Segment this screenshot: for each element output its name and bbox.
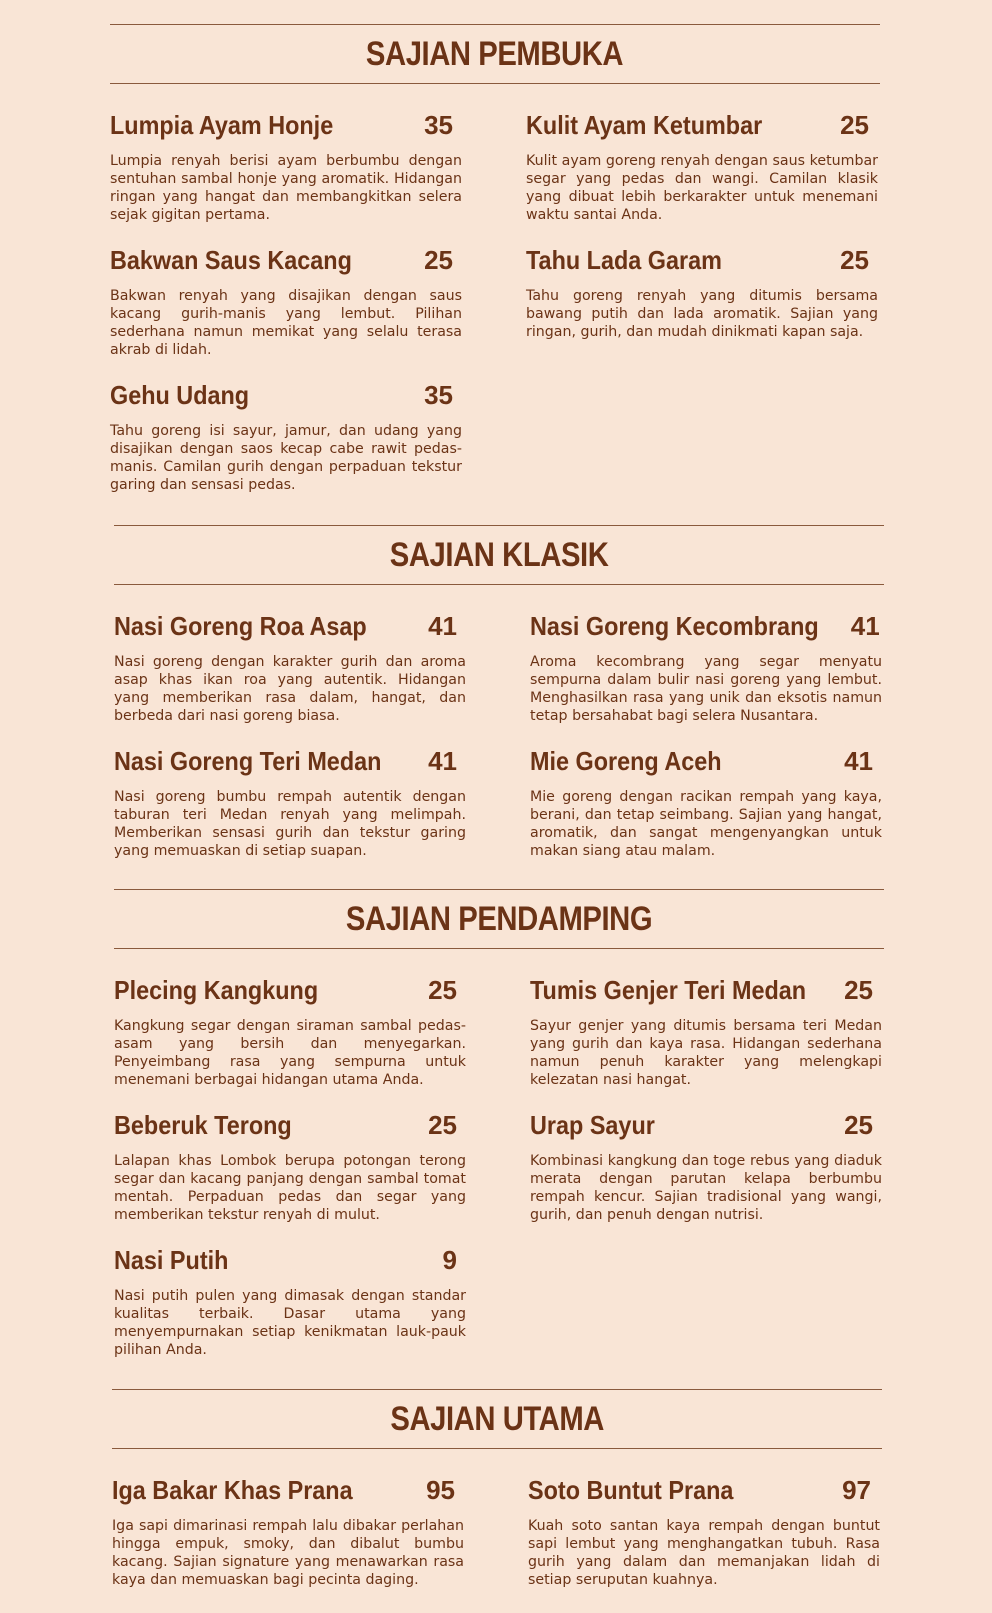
menu-item-header <box>526 245 869 276</box>
menu-item-header <box>110 110 453 141</box>
menu-item-header <box>110 245 453 276</box>
menu-item-price: 95 <box>426 1475 455 1505</box>
menu-item-header <box>114 1245 457 1276</box>
menu-item-header <box>530 746 873 777</box>
menu-item <box>530 975 882 1110</box>
menu-item <box>114 975 466 1110</box>
menu-item-description: Tahu goreng renyah yang ditumis bersama bawang putih dan lada aromatik. Sajian yang ringan, gurih, dan mudah dinikmati kapan saja. <box>526 288 878 340</box>
menu-section <box>112 1389 882 1610</box>
menu-item <box>112 1475 464 1610</box>
menu-item-price: 35 <box>424 110 453 140</box>
menu-item-name: Gehu Udang <box>110 380 250 410</box>
menu-item-header <box>114 975 457 1006</box>
menu-item-description: Kuah soto santan kaya rempah dengan buntut sapi lembut yang menghangatkan tubuh. Rasa gurih yang dalam dan memanjakan lidah di setiap seruputan kuahnya. <box>528 1518 880 1588</box>
menu-item-header <box>526 110 869 141</box>
menu-item-description: Sayur genjer yang ditumis bersama teri Medan yang gurih dan kaya rasa. Hidangan sederhana namun penuh karakter yang melengkapi kelezatan nasi hangat. <box>530 1018 882 1088</box>
menu-section <box>110 24 880 515</box>
section-title: SAJIAN KLASIK <box>389 535 609 574</box>
menu-item-name: Nasi Goreng Kecombrang <box>530 611 819 641</box>
menu-item-header <box>114 746 457 777</box>
section-header <box>114 525 884 585</box>
menu-item-price: 41 <box>844 746 873 776</box>
menu-item-description: Iga sapi dimarinasi rempah lalu dibakar perlahan hingga empuk, smoky, dan dibalut bumbu kacang. Sajian signature yang menawarkan rasa kaya dan memuaskan bagi pecinta daging. <box>112 1518 464 1588</box>
menu-item <box>114 746 466 881</box>
menu-item <box>530 611 882 746</box>
menu-item-header <box>114 1110 457 1141</box>
menu-item-header <box>112 1475 455 1506</box>
menu-item <box>110 380 462 515</box>
section-header <box>112 1389 882 1449</box>
menu-item-description: Kulit ayam goreng renyah dengan saus ketumbar segar yang pedas dan wangi. Camilan klasik yang dibuat lebih berkarakter untuk menemani waktu santai Anda. <box>526 153 878 223</box>
menu-item-description: Nasi goreng dengan karakter gurih dan aroma asap khas ikan roa yang autentik. Hidangan yang memberikan rasa dalam, hangat, dan berbeda dari nasi goreng biasa. <box>114 654 466 724</box>
menu-item-header <box>530 975 873 1006</box>
menu-item <box>114 611 466 746</box>
menu-item-name: Iga Bakar Khas Prana <box>112 1475 353 1505</box>
menu-item-header <box>530 1110 873 1141</box>
menu-item-price: 97 <box>842 1475 871 1505</box>
menu-item-header <box>528 1475 871 1506</box>
menu-item-description: Kombinasi kangkung dan toge rebus yang diaduk merata dengan parutan kelapa berbumbu rempah kencur. Sajian tradisional yang wangi, gurih, dan penuh dengan nutrisi. <box>530 1153 882 1223</box>
menu-item-name: Bakwan Saus Kacang <box>110 245 352 275</box>
menu-item-price: 25 <box>840 110 869 140</box>
menu-section <box>114 889 884 1380</box>
menu-item-name: Soto Buntut Prana <box>528 1475 734 1505</box>
menu-item <box>526 110 878 245</box>
menu-item <box>114 1110 466 1245</box>
menu-section <box>114 525 884 881</box>
section-title: SAJIAN PENDAMPING <box>345 899 653 938</box>
menu-item <box>530 746 882 881</box>
menu-item-header <box>110 380 453 411</box>
menu-item-price: 41 <box>850 611 880 641</box>
menu-item-name: Lumpia Ayam Honje <box>110 110 334 140</box>
menu-item <box>530 1110 882 1245</box>
menu-item-price: 41 <box>428 611 457 641</box>
menu-item-description: Mie goreng dengan racikan rempah yang kaya, berani, dan tetap seimbang. Sajian yang hangat, aromatik, dan sangat mengenyangkan untuk makan siang atau malam. <box>530 789 882 859</box>
menu-item-description: Bakwan renyah yang disajikan dengan saus kacang gurih-manis yang lembut. Pilihan sederhana namun memikat yang selalu terasa akrab di lidah. <box>110 288 462 358</box>
menu-item-price: 41 <box>428 746 457 776</box>
menu-item-name: Beberuk Terong <box>114 1110 292 1140</box>
menu-item-description: Nasi goreng bumbu rempah autentik dengan taburan teri Medan renyah yang melimpah. Memberikan sensasi gurih dan tekstur garing yang memuaskan di setiap suapan. <box>114 789 466 859</box>
menu-item-description: Kangkung segar dengan siraman sambal pedas-asam yang bersih dan menyegarkan. Penyeimbang rasa yang sempurna untuk menemani berbagai hidangan utama Anda. <box>114 1018 466 1088</box>
menu-item <box>114 1245 466 1380</box>
menu-item-name: Urap Sayur <box>530 1110 655 1140</box>
menu-item-name: Kulit Ayam Ketumbar <box>526 110 763 140</box>
section-header <box>114 889 884 949</box>
menu-items-grid <box>112 1475 882 1610</box>
menu-item <box>110 110 462 245</box>
menu-item-price: 25 <box>428 1110 457 1140</box>
menu-item-description: Lalapan khas Lombok berupa potongan terong segar dan kacang panjang dengan sambal tomat mentah. Perpaduan pedas dan segar yang memberikan tekstur renyah di mulut. <box>114 1153 466 1223</box>
menu-item-name: Mie Goreng Aceh <box>530 746 722 776</box>
menu-item-price: 35 <box>424 380 453 410</box>
menu-item <box>526 245 878 380</box>
menu-item-price: 25 <box>840 245 869 275</box>
menu-items-grid <box>110 110 880 515</box>
menu-item-name: Nasi Goreng Teri Medan <box>114 746 382 776</box>
menu-item-name: Nasi Putih <box>114 1245 229 1275</box>
menu-item-header <box>530 611 880 642</box>
menu-item-price: 25 <box>844 975 873 1005</box>
menu-item <box>110 245 462 380</box>
menu-item-name: Tumis Genjer Teri Medan <box>530 975 807 1005</box>
section-title: SAJIAN PEMBUKA <box>366 34 624 73</box>
menu-item-description: Nasi putih pulen yang dimasak dengan standar kualitas terbaik. Dasar utama yang menyempurnakan setiap kenikmatan lauk-pauk pilihan Anda. <box>114 1288 466 1358</box>
menu-item-price: 25 <box>424 245 453 275</box>
menu-item-header <box>114 611 457 642</box>
menu-item-description: Aroma kecombrang yang segar menyatu sempurna dalam bulir nasi goreng yang lembut. Menghasilkan rasa yang unik dan eksotis namun tetap bersahabat bagi selera Nusantara. <box>530 654 882 724</box>
menu-items-grid <box>114 975 884 1380</box>
menu-item-description: Lumpia renyah berisi ayam berbumbu dengan sentuhan sambal honje yang aromatik. Hidangan ringan yang hangat dan membangkitkan selera sejak gigitan pertama. <box>110 153 462 223</box>
menu-item-price: 25 <box>428 975 457 1005</box>
menu-item-name: Tahu Lada Garam <box>526 245 722 275</box>
menu-item <box>528 1475 880 1610</box>
menu-item-price: 25 <box>844 1110 873 1140</box>
menu-item-name: Nasi Goreng Roa Asap <box>114 611 367 641</box>
menu-item-price: 9 <box>442 1245 457 1275</box>
menu-item-name: Plecing Kangkung <box>114 975 319 1005</box>
section-header <box>110 24 880 84</box>
section-title: SAJIAN UTAMA <box>390 1399 604 1438</box>
menu-items-grid <box>114 611 884 881</box>
menu-item-description: Tahu goreng isi sayur, jamur, dan udang yang disajikan dengan saos kecap cabe rawit pedas-manis. Camilan gurih dengan perpaduan tekstur garing dan sensasi pedas. <box>110 423 462 493</box>
